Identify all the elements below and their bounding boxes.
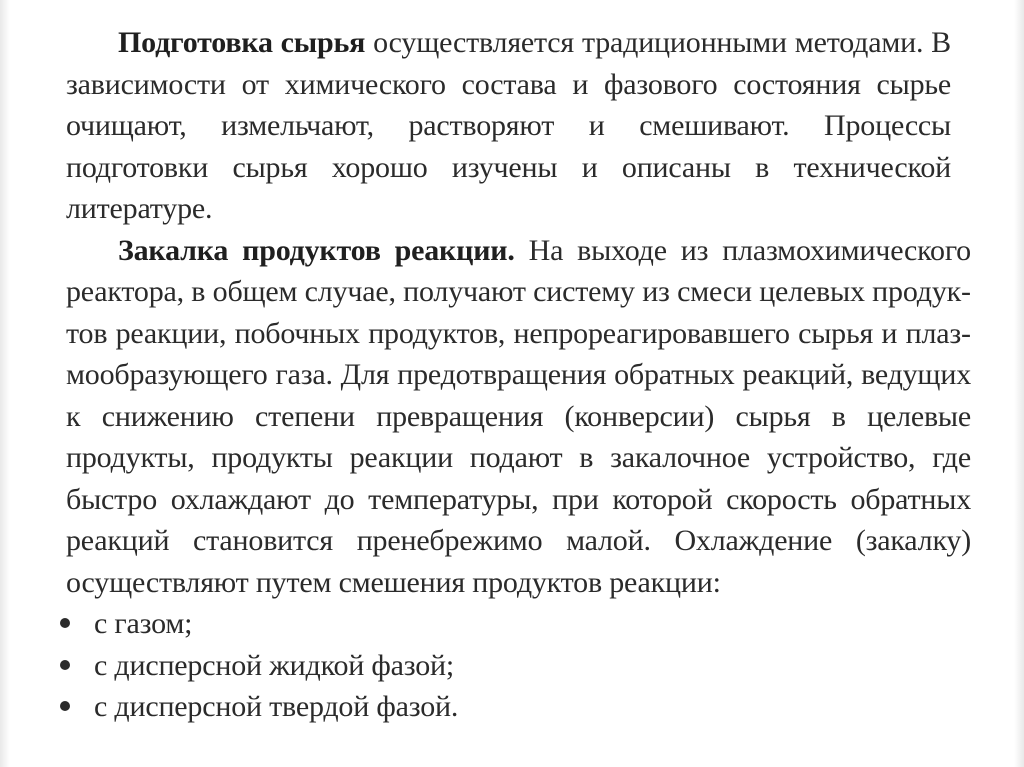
list-item-text: с дисперсной жидкой фазой;	[94, 648, 455, 682]
list-item	[66, 686, 971, 728]
paragraph-lead-heading: Закалка продуктов реакции.	[118, 233, 515, 267]
paragraph-body: осуществляется традиционными методами. В зависимости от химического состава и фазового состояния сырье очищают, измельчают, растворяют и смешивают. Процессы подготовки сырья хорошо изучены и описаны в технической литературе.	[66, 26, 951, 225]
paragraph-reaction-quenching	[66, 230, 971, 604]
list-item	[66, 603, 971, 645]
list-item-text: с газом;	[94, 607, 193, 640]
bullet-icon	[60, 618, 70, 628]
document-text	[66, 22, 971, 728]
list-item-text: с дисперсной твердой фазой.	[94, 690, 459, 723]
bullet-icon	[60, 660, 70, 670]
bullet-icon	[60, 701, 70, 711]
paragraph-raw-material-preparation	[66, 22, 951, 230]
quenching-methods-list	[66, 603, 971, 728]
right-page-shadow	[1014, 0, 1024, 767]
paragraph-body: На выходе из плазмохимического реактора, в общем случае, получают систему из смеси целевых продуктов реакции, побочных продуктов, непрореагировавшего сырья и плазмообразующего газа. Для предотвращения обратных реакций, ведущих к снижению степени превращения (конверсии) сырья в целевые продукты, продукты реакции подают в закалочное устройство, где быстро охлаждают до температуры, при которой скорость обратных реакций становится пренебрежимо малой. Охлаждение (закалку) осуществляют путем смешения продуктов реакции:	[66, 233, 971, 599]
paragraph-lead-heading: Подготовка сырья	[118, 26, 366, 59]
left-page-shadow	[0, 0, 10, 767]
list-item	[66, 645, 971, 687]
